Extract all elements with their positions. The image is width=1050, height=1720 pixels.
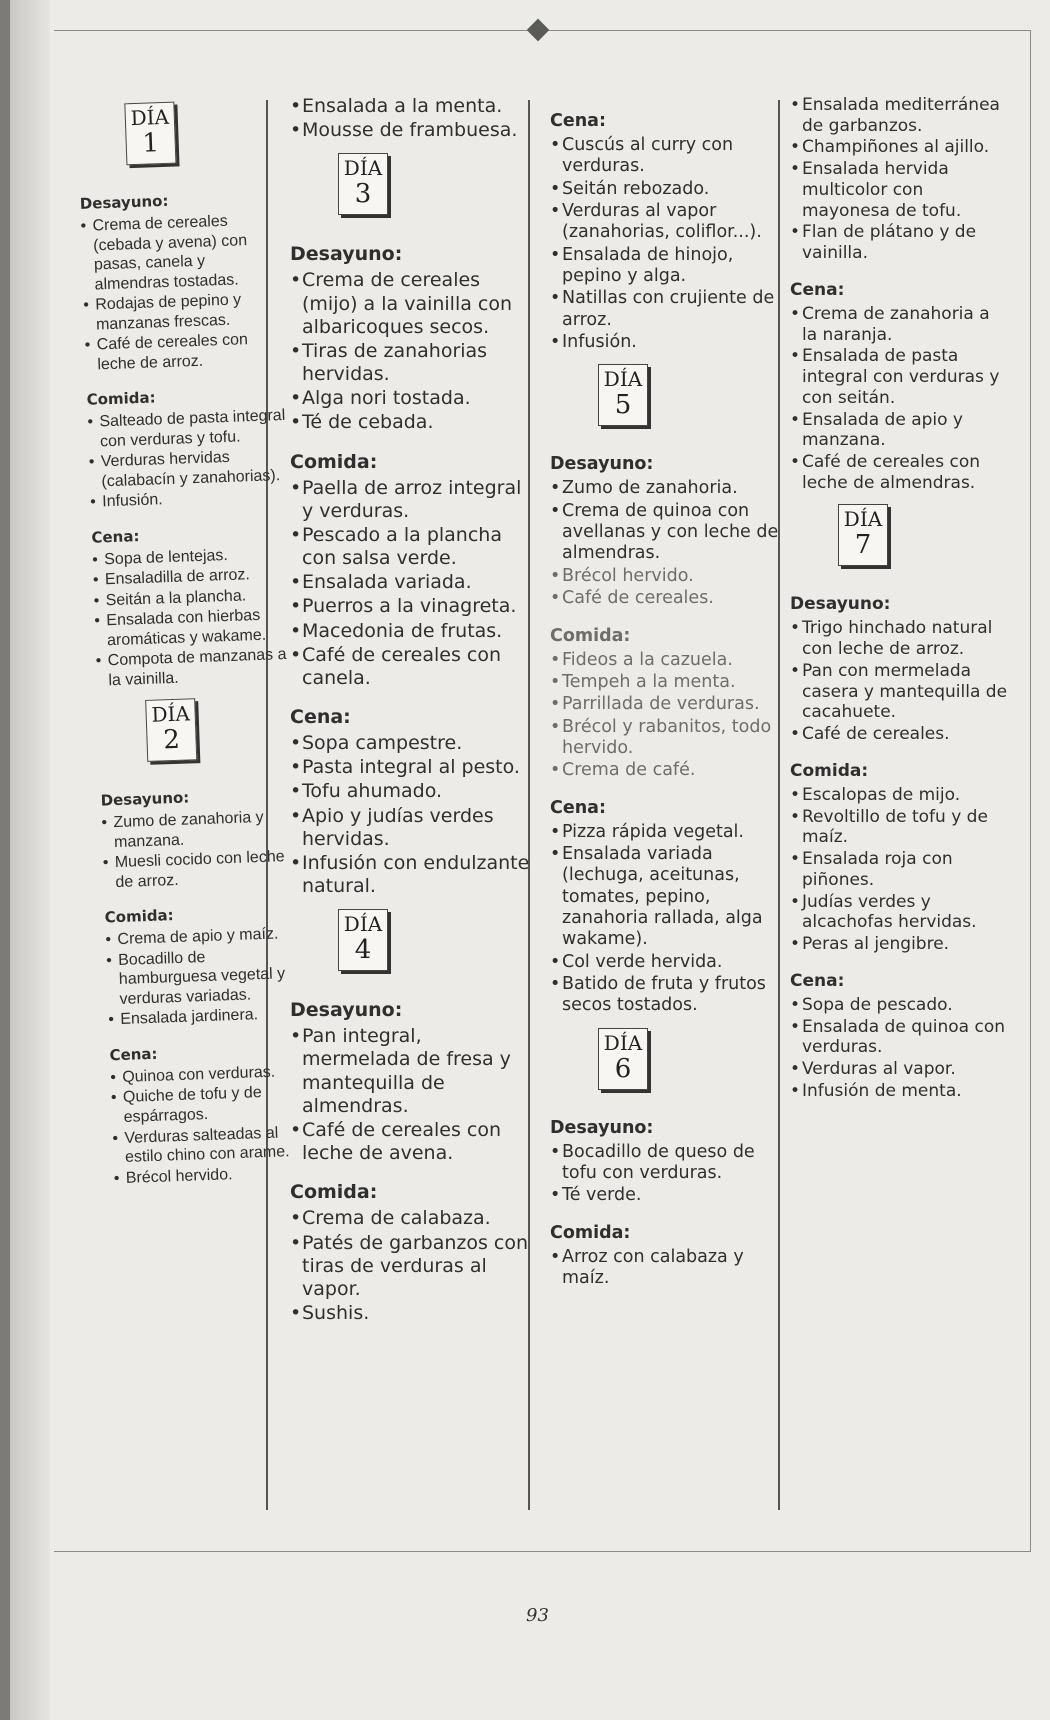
meal-list	[87, 406, 290, 512]
meal-heading: Comida:	[550, 1222, 631, 1243]
menu-item: • Judías verdes y alcachofas hervidas.	[790, 892, 1010, 933]
day-badge-number: 4	[354, 935, 372, 966]
menu-item: • Verduras al vapor (zanahorias, coliflor...).	[550, 201, 780, 244]
meal-list	[790, 304, 1010, 494]
menu-item: • Crema de zanahoria a la naranja.	[790, 304, 1010, 345]
day-badge-number: 5	[614, 390, 632, 421]
menu-item: • Té de cebada.	[290, 411, 532, 434]
meal-list	[790, 995, 1010, 1102]
meal-heading: Comida:	[790, 760, 869, 781]
menu-item: • Ensalada variada.	[290, 571, 532, 594]
day-badge-number: 6	[614, 1053, 632, 1084]
day-badge-label: DÍA	[603, 1030, 643, 1055]
menu-item: • Macedonia de frutas.	[290, 620, 532, 643]
meal-heading: Comida:	[86, 388, 156, 409]
day-badge-label: DÍA	[343, 912, 383, 937]
meal-heading: Desayuno:	[290, 999, 403, 1022]
menu-item: • Pescado a la plancha con salsa verde.	[290, 524, 532, 570]
menu-item: • Café de cereales con canela.	[290, 644, 532, 690]
meal-list	[550, 478, 780, 609]
menu-item: • Paella de arroz integral y verduras.	[290, 477, 532, 523]
meal-heading: Cena:	[550, 797, 606, 818]
menu-item: • Puerros a la vinagreta.	[290, 595, 532, 618]
meal-heading: Desayuno:	[290, 243, 403, 266]
meal-heading: Comida:	[290, 450, 378, 473]
menu-item: • Infusión.	[90, 486, 291, 512]
day-badge-label: DÍA	[603, 367, 643, 392]
menu-item: • Zumo de zanahoria y manzana.	[101, 807, 302, 853]
meal-list	[101, 807, 304, 893]
meal-heading: Comida:	[104, 906, 174, 927]
meal-heading: Cena:	[790, 279, 845, 300]
menu-item: • Pan integral, mermelada de fresa y mantequilla de almendras.	[290, 1025, 532, 1118]
menu-item: • Parrillada de verduras.	[550, 694, 780, 715]
menu-item: • Trigo hinchado natural con leche de arroz.	[790, 618, 1010, 659]
menu-item: • Flan de plátano y de vainilla.	[790, 222, 1010, 263]
menu-item: • Infusión con endulzante natural.	[290, 852, 532, 898]
menu-item: • Tofu ahumado.	[290, 780, 532, 803]
day2-cena-continued	[290, 95, 532, 142]
menu-item: • Pizza rápida vegetal.	[550, 822, 780, 843]
menu-item: • Arroz con calabaza y maíz.	[550, 1247, 780, 1290]
menu-item: • Ensalada roja con piñones.	[790, 849, 1010, 890]
meal-heading: Cena:	[290, 706, 351, 729]
menu-item: • Crema de quinoa con avellanas y con leche de almendras.	[550, 501, 780, 565]
meal-heading: Desayuno:	[79, 191, 169, 213]
day-badge-label: DÍA	[130, 104, 170, 131]
meal-list	[550, 135, 780, 353]
menu-item: • Café de cereales con leche de arroz.	[84, 329, 285, 375]
menu-item: • Rodajas de pepino y manzanas frescas.	[83, 289, 284, 335]
day-badge	[598, 1028, 648, 1090]
menu-item: • Crema de café.	[550, 760, 780, 781]
menu-item: • Sopa campestre.	[290, 732, 532, 755]
menu-item: • Quiche de tofu y de espárragos.	[111, 1082, 312, 1128]
column-2	[290, 95, 532, 1520]
day-badge-number: 7	[854, 530, 872, 561]
meal-heading: Desayuno:	[550, 454, 654, 475]
menu-item: • Ensalada de hinojo, pepino y alga.	[550, 245, 780, 288]
menu-item: • Tiras de zanahorias hervidas.	[290, 340, 532, 386]
meal-list	[290, 269, 532, 434]
meal-heading: Cena:	[109, 1044, 158, 1065]
menu-item: • Brécol hervido.	[550, 566, 780, 587]
menu-item: • Café de cereales.	[550, 588, 780, 609]
day-badge	[838, 504, 888, 566]
meal-heading: Comida:	[290, 1181, 378, 1204]
menu-item: • Ensalada mediterránea de garbanzos.	[790, 95, 1010, 136]
meal-list	[92, 543, 297, 691]
meal-list	[290, 477, 532, 691]
menu-item: • Alga nori tostada.	[290, 387, 532, 410]
meal-list	[105, 924, 308, 1030]
meal-list	[550, 1247, 780, 1290]
menu-item: • Infusión.	[550, 332, 780, 353]
menu-item: • Fideos a la cazuela.	[550, 650, 780, 671]
meal-list	[290, 1207, 532, 1325]
menu-item: • Brécol y rabanitos, todo hervido.	[550, 717, 780, 760]
menu-item: • Sopa de pescado.	[790, 995, 1010, 1016]
menu-item: • Quinoa con verduras.	[110, 1061, 311, 1087]
meal-list	[290, 732, 532, 898]
menu-item: • Muesli cocido con leche de arroz.	[103, 847, 304, 893]
menu-item: • Ensalada con hierbas aromáticas y wakame.	[94, 605, 295, 651]
day-badge-number: 2	[162, 725, 181, 756]
menu-item: • Col verde hervida.	[550, 952, 780, 973]
column-4	[790, 95, 1010, 1520]
menu-item: • Verduras salteadas al estilo chino con arame.	[112, 1122, 313, 1168]
meal-list	[550, 1142, 780, 1207]
meal-heading: Comida:	[550, 625, 631, 646]
menu-item: • Sopa de lentejas.	[92, 543, 293, 569]
menu-item: • Verduras hervidas (calabacín y zanahorias).	[88, 446, 289, 492]
day-badge-label: DÍA	[843, 507, 883, 532]
menu-item: • Crema de calabaza.	[290, 1207, 532, 1230]
menu-item: • Natillas con crujiente de arroz.	[550, 288, 780, 331]
menu-item: • Infusión de menta.	[790, 1081, 1010, 1102]
page-number: 93	[526, 1605, 549, 1626]
day6-comida-continued	[790, 95, 1010, 264]
menu-item: • Ensalada de apio y manzana.	[790, 410, 1010, 451]
meal-list	[290, 1025, 532, 1165]
menu-item: • Ensalada de quinoa con verduras.	[790, 1017, 1010, 1058]
menu-item: • Cuscús al curry con verduras.	[550, 135, 780, 178]
menu-item: • Peras al jengibre.	[790, 934, 1010, 955]
menu-item: • Compota de manzanas a la vainilla.	[95, 645, 296, 691]
meal-heading: Desayuno:	[550, 1117, 654, 1138]
menu-item: • Bocadillo de queso de tofu con verduras.	[550, 1142, 780, 1185]
day-badge-number: 1	[141, 128, 160, 159]
menu-item: • Champiñones al ajillo.	[790, 137, 1010, 158]
day-badge-label: DÍA	[343, 156, 383, 181]
day-badge	[338, 909, 388, 971]
day-badge-label: DÍA	[151, 701, 191, 728]
meal-list	[790, 785, 1010, 955]
day-badge	[124, 102, 176, 166]
meal-list	[110, 1061, 314, 1188]
menu-item: • Sushis.	[290, 1302, 532, 1325]
meal-list	[80, 210, 285, 375]
meal-heading: Desayuno:	[790, 594, 891, 615]
menu-item: • Café de cereales con leche de almendras.	[790, 452, 1010, 493]
meal-heading: Cena:	[790, 970, 845, 991]
meal-heading: Cena:	[91, 526, 140, 547]
menu-item: • Café de cereales con leche de avena.	[290, 1119, 532, 1165]
meal-heading: Desayuno:	[100, 788, 190, 810]
page-gutter	[10, 0, 50, 1720]
menu-item: • Ensaladilla de arroz.	[93, 564, 294, 590]
menu-item: • Crema de cereales (mijo) a la vainilla con albaricoques secos.	[290, 269, 532, 339]
menu-item: • Café de cereales.	[790, 724, 1010, 745]
menu-item: • Tempeh a la menta.	[550, 672, 780, 693]
menu-item: • Zumo de zanahoria.	[550, 478, 780, 499]
menu-item: • Mousse de frambuesa.	[290, 119, 532, 142]
menu-item: • Ensalada hervida multicolor con mayonesa de tofu.	[790, 159, 1010, 221]
menu-item: • Ensalada a la menta.	[290, 95, 532, 118]
menu-item: • Bocadillo de hamburguesa vegetal y verduras variadas.	[106, 944, 308, 1009]
book-page	[10, 0, 1050, 1720]
menu-item: • Brécol hervido.	[114, 1162, 315, 1188]
menu-item: • Té verde.	[550, 1185, 780, 1206]
menu-item: • Patés de garbanzos con tiras de verduras al vapor.	[290, 1232, 532, 1302]
menu-item: • Apio y judías verdes hervidas.	[290, 805, 532, 851]
meal-list	[550, 822, 780, 1017]
menu-item: • Ensalada variada (lechuga, aceitunas, tomates, pepino, zanahoria rallada, alga wakame).	[550, 844, 780, 951]
menu-item: • Verduras al vapor.	[790, 1059, 1010, 1080]
day-badge	[145, 699, 197, 763]
menu-item: • Salteado de pasta integral con verduras y tofu.	[87, 406, 288, 452]
meal-list	[790, 618, 1010, 744]
day-badge	[598, 364, 648, 426]
menu-item: • Escalopas de mijo.	[790, 785, 1010, 806]
day-badge-number: 3	[354, 179, 372, 210]
menu-item: • Seitán rebozado.	[550, 179, 780, 200]
menu-item: • Crema de apio y maíz.	[105, 924, 306, 950]
meal-heading: Cena:	[550, 111, 606, 131]
menu-item: • Batido de fruta y frutos secos tostados.	[550, 974, 780, 1017]
menu-item: • Ensalada de pasta integral con verduras y con seitán.	[790, 346, 1010, 408]
menu-item: • Pasta integral al pesto.	[290, 756, 532, 779]
menu-item: • Crema de cereales (cebada y avena) con pasas, canela y almendras tostadas.	[80, 210, 283, 295]
column-3	[550, 95, 780, 1520]
menu-item: • Revoltillo de tofu y de maíz.	[790, 807, 1010, 848]
menu-item: • Seitán a la plancha.	[93, 584, 294, 610]
meal-list	[550, 650, 780, 782]
menu-item: • Pan con mermelada casera y mantequilla de cacahuete.	[790, 661, 1010, 723]
day-badge	[338, 153, 388, 215]
menu-item: • Ensalada jardinera.	[108, 1004, 309, 1030]
